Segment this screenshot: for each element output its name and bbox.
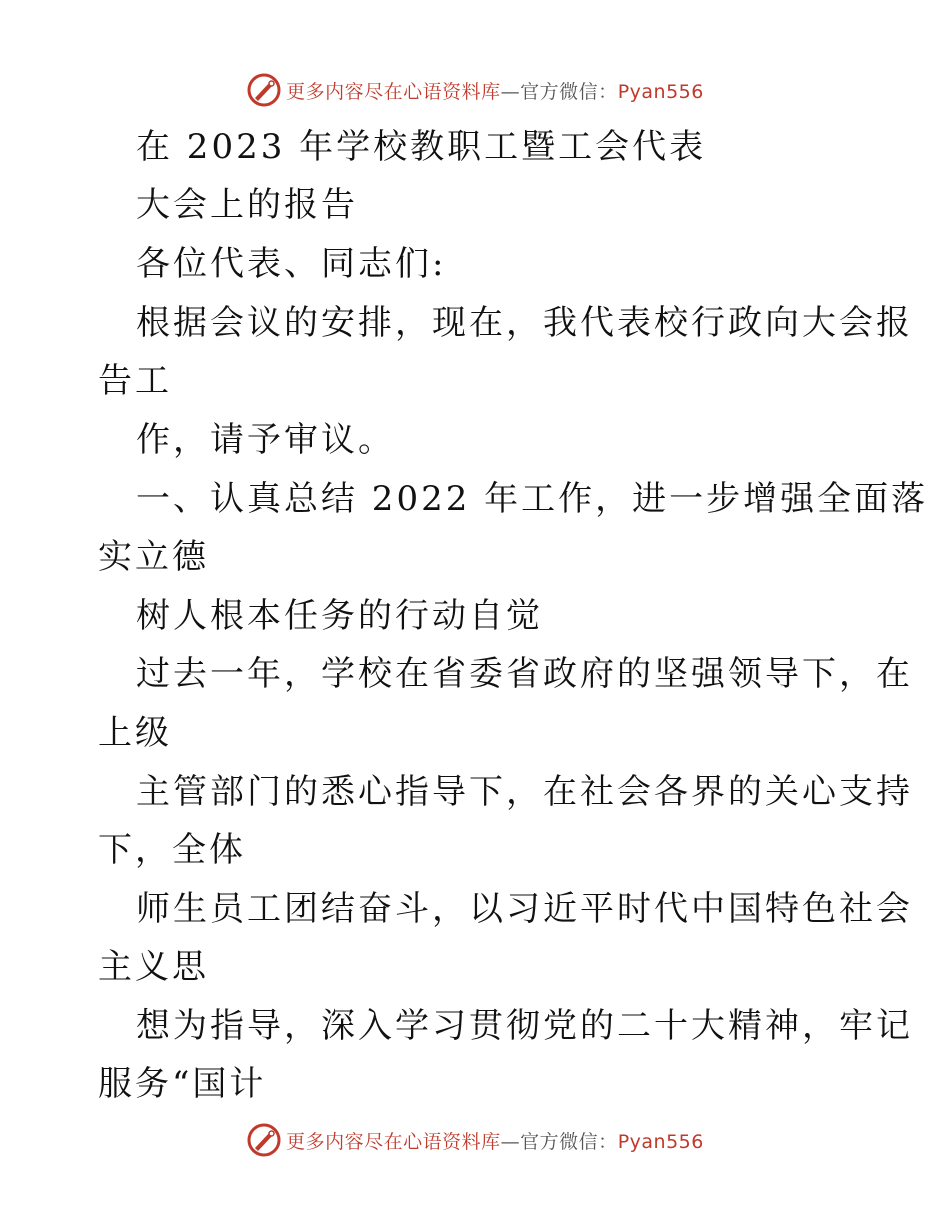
watermark-dash: — <box>500 80 521 103</box>
watermark-account-label: 官方微信： <box>520 80 618 103</box>
section-heading-line: 树人根本任务的行动自觉 <box>136 596 543 636</box>
logo-icon <box>246 72 282 108</box>
salutation: 各位代表、同志们: <box>136 244 447 284</box>
footer-watermark <box>0 1120 950 1160</box>
section-heading-line: 一、认真总结 2022 年工作，进一步增强全面落 <box>136 479 929 519</box>
paragraph-line: 想为指导，深入学习贯彻党的二十大精神，牢记 <box>136 1006 913 1046</box>
paragraph-line: 下，全体 <box>98 830 246 870</box>
watermark-dash: — <box>500 1130 521 1153</box>
document-title-line-2: 大会上的报告 <box>136 185 358 225</box>
paragraph-line: 服务“国计 <box>98 1064 267 1104</box>
paragraph-line: 主义思 <box>98 947 209 987</box>
paragraph-line: 告工 <box>98 361 172 401</box>
paragraph-line: 主管部门的悉心指导下，在社会各界的关心支持 <box>136 772 913 812</box>
watermark-brand: 更多内容尽在心语资料库 <box>286 1130 501 1153</box>
watermark-account-id: Pyan556 <box>617 1130 704 1153</box>
paragraph-line: 师生员工团结奋斗，以习近平时代中国特色社会 <box>136 889 913 929</box>
watermark-account-label: 官方微信： <box>520 1130 618 1153</box>
header-watermark <box>0 70 950 110</box>
paragraph-line: 作，请予审议。 <box>136 420 395 460</box>
paragraph-line: 上级 <box>98 713 172 753</box>
paragraph-line: 根据会议的安排，现在，我代表校行政向大会报 <box>136 303 913 343</box>
logo-icon <box>246 1122 282 1158</box>
document-title-line-1: 在 2023 年学校教职工暨工会代表 <box>136 127 707 167</box>
watermark-brand: 更多内容尽在心语资料库 <box>286 80 501 103</box>
watermark-text <box>286 77 704 104</box>
watermark-account-id: Pyan556 <box>617 80 704 103</box>
paragraph-line: 过去一年，学校在省委省政府的坚强领导下，在 <box>136 654 913 694</box>
watermark-text <box>286 1127 704 1154</box>
section-heading-line: 实立德 <box>98 537 209 577</box>
